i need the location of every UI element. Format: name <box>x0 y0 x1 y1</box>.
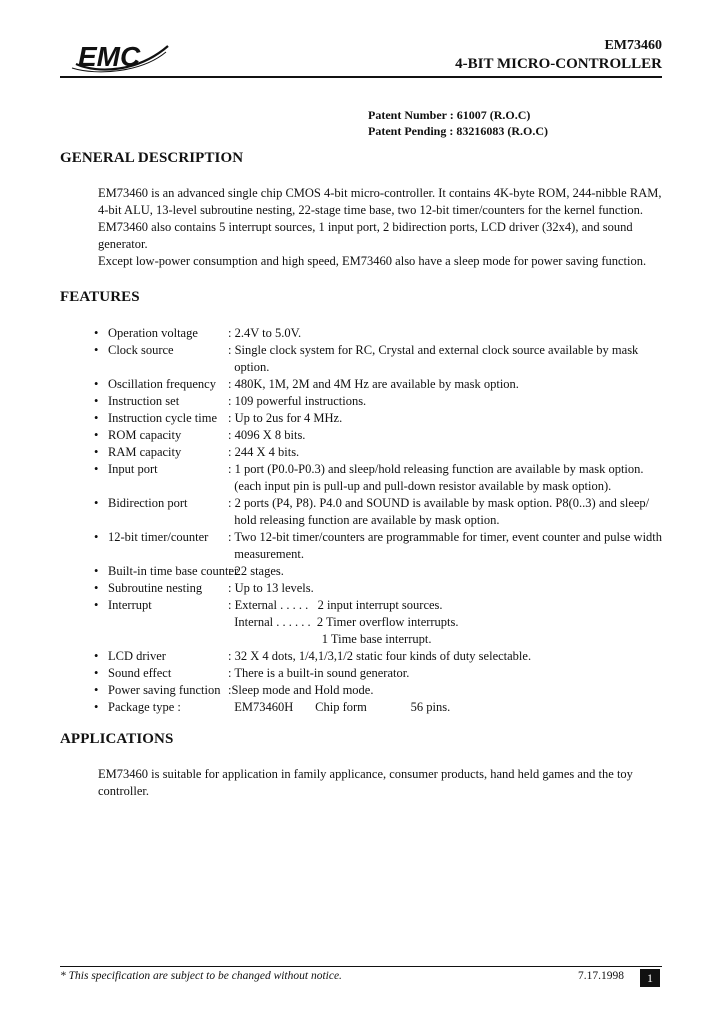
chip-name: EM73460 <box>604 38 662 53</box>
feature-label: Input port <box>108 462 158 476</box>
bullet-icon: • <box>94 377 99 391</box>
general-line: 4-bit ALU, 13-level subroutine nesting, 22-stage time base, two 12-bit timer/counters for the kernel function. <box>98 203 644 217</box>
feature-value: : Up to 13 levels. <box>228 581 314 595</box>
header-rule <box>60 76 662 78</box>
feature-row <box>94 546 664 563</box>
general-line: EM73460 also contains 5 interrupt sources, 1 input port, 2 bidirection ports, LCD driver (32x4), and sound <box>98 220 633 234</box>
emc-logo <box>68 40 172 74</box>
feature-value: Internal . . . . . . 2 Timer overflow interrupts. <box>228 615 459 629</box>
feature-row <box>94 376 664 393</box>
feature-label: Subroutine nesting <box>108 581 203 595</box>
bullet-icon: • <box>94 326 99 340</box>
feature-value: EM73460H Chip form 56 pins. <box>228 700 451 714</box>
feature-label: Instruction set <box>108 394 180 408</box>
applications-text <box>98 766 664 800</box>
feature-label: Built-in time base counter <box>108 564 239 578</box>
bullet-icon: • <box>94 564 99 578</box>
feature-label: Operation voltage <box>108 326 198 340</box>
feature-label: Bidirection port <box>108 496 188 510</box>
feature-value: :Sleep mode and Hold mode. <box>228 683 374 697</box>
feature-value: : 244 X 4 bits. <box>228 445 300 459</box>
feature-row <box>94 529 664 546</box>
feature-label: Interrupt <box>108 598 152 612</box>
feature-value: : 109 powerful instructions. <box>228 394 367 408</box>
feature-row <box>94 699 664 716</box>
feature-row <box>94 478 664 495</box>
feature-label: Clock source <box>108 343 174 357</box>
section-heading-applications: APPLICATIONS <box>60 731 174 747</box>
feature-row <box>94 665 664 682</box>
section-heading-features: FEATURES <box>60 289 140 305</box>
feature-row <box>94 597 664 614</box>
feature-value: : 2.4V to 5.0V. <box>228 326 302 340</box>
feature-label: Sound effect <box>108 666 172 680</box>
page-number: 1 <box>640 969 660 987</box>
bullet-icon: • <box>94 683 99 697</box>
bullet-icon: • <box>94 428 99 442</box>
bullet-icon: • <box>94 530 99 544</box>
feature-value: hold releasing function are available by mask option. <box>228 513 500 527</box>
feature-list <box>94 325 664 716</box>
feature-row <box>94 410 664 427</box>
feature-label: Oscillation frequency <box>108 377 216 391</box>
feature-row <box>94 325 664 342</box>
feature-row <box>94 682 664 699</box>
bullet-icon: • <box>94 343 99 357</box>
applications-line: EM73460 is suitable for application in family applicance, consumer products, hand held games and the toy <box>98 767 633 781</box>
feature-row <box>94 580 664 597</box>
bullet-icon: • <box>94 666 99 680</box>
feature-row <box>94 512 664 529</box>
feature-value: measurement. <box>228 547 305 561</box>
general-line: Except low-power consumption and high speed, EM73460 also have a sleep mode for power saving function. <box>98 254 647 268</box>
footer-note: * This specification are subject to be changed without notice. <box>60 970 342 982</box>
feature-row <box>94 427 664 444</box>
feature-value: : 2 ports (P4, P8). P4.0 and SOUND is available by mask option. P8(0..3) and sleep/ <box>228 496 650 510</box>
feature-value: : 4096 X 8 bits. <box>228 428 306 442</box>
feature-value: : 22 stages. <box>228 564 284 578</box>
feature-row <box>94 631 664 648</box>
patent-number: Patent Number : 61007 (R.O.C) <box>368 108 531 122</box>
feature-label: 12-bit timer/counter <box>108 530 209 544</box>
footer-rule <box>60 966 662 967</box>
feature-value: option. <box>228 360 270 374</box>
feature-label: ROM capacity <box>108 428 182 442</box>
feature-row <box>94 393 664 410</box>
general-description <box>98 185 664 270</box>
feature-label: Power saving function <box>108 683 221 697</box>
bullet-icon: • <box>94 394 99 408</box>
feature-label: RAM capacity <box>108 445 182 459</box>
bullet-icon: • <box>94 496 99 510</box>
feature-value: : 1 port (P0.0-P0.3) and sleep/hold releasing function are available by mask option. <box>228 462 644 476</box>
bullet-icon: • <box>94 445 99 459</box>
bullet-icon: • <box>94 598 99 612</box>
bullet-icon: • <box>94 411 99 425</box>
document-subtitle: 4-BIT MICRO-CONTROLLER <box>455 56 662 72</box>
feature-row <box>94 342 664 359</box>
patent-pending: Patent Pending : 83216083 (R.O.C) <box>368 124 548 138</box>
feature-row <box>94 444 664 461</box>
feature-row <box>94 614 664 631</box>
feature-value: : Up to 2us for 4 MHz. <box>228 411 343 425</box>
feature-row <box>94 563 664 580</box>
applications-line: controller. <box>98 784 150 798</box>
bullet-icon: • <box>94 581 99 595</box>
feature-value: : There is a built-in sound generator. <box>228 666 410 680</box>
general-line: EM73460 is an advanced single chip CMOS 4-bit micro-controller. It contains 4K-byte ROM, 244-nibble RAM, <box>98 186 662 200</box>
feature-value: : 480K, 1M, 2M and 4M Hz are available by mask option. <box>228 377 519 391</box>
feature-value: (each input pin is pull-up and pull-down resistor available by mask option). <box>228 479 612 493</box>
feature-row <box>94 461 664 478</box>
feature-label: Package type : <box>108 700 181 714</box>
feature-value: : 32 X 4 dots, 1/4,1/3,1/2 static four kinds of duty selectable. <box>228 649 532 663</box>
feature-label: Instruction cycle time <box>108 411 217 425</box>
feature-row <box>94 648 664 665</box>
bullet-icon: • <box>94 462 99 476</box>
feature-row <box>94 359 664 376</box>
feature-row <box>94 495 664 512</box>
general-line: generator. <box>98 237 148 251</box>
bullet-icon: • <box>94 700 99 714</box>
feature-value: : External . . . . . 2 input interrupt sources. <box>228 598 443 612</box>
feature-value: 1 Time base interrupt. <box>228 632 432 646</box>
footer-date: 7.17.1998 <box>578 970 624 982</box>
section-heading-general: GENERAL DESCRIPTION <box>60 150 244 166</box>
feature-value: : Single clock system for RC, Crystal and external clock source available by mask <box>228 343 639 357</box>
svg-text:EMC: EMC <box>78 41 141 72</box>
feature-value: : Two 12-bit timer/counters are programmable for timer, event counter and pulse width <box>228 530 663 544</box>
bullet-icon: • <box>94 649 99 663</box>
feature-label: LCD driver <box>108 649 166 663</box>
